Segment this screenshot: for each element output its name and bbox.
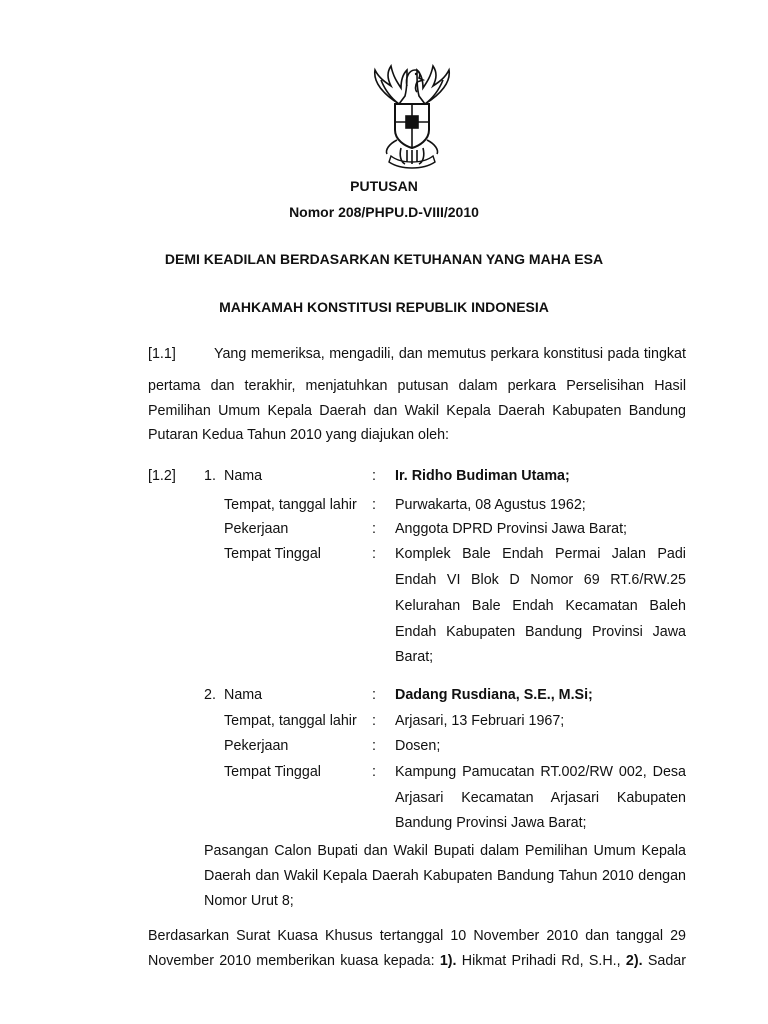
colon: : [372,738,376,754]
address-line: Endah Kabupaten Bandung Provinsi Jawa [395,624,686,640]
birth-value: Arjasari, 13 Februari 1967; [395,713,565,729]
text-run: Sadar [642,953,687,969]
job-label: Pekerjaan [224,738,289,754]
paragraph-line: Berdasarkan Surat Kuasa Khusus tertanggal 10 November 2010 dan tanggal 29 [148,928,686,944]
job-label: Pekerjaan [224,521,289,537]
name-label: Nama [224,468,263,484]
colon: : [372,468,376,484]
home-label: Tempat Tinggal [224,764,321,780]
paragraph-line: Putaran Kedua Tahun 2010 yang diajukan oleh: [148,427,450,443]
colon: : [372,764,376,780]
address-line: Barat; [395,649,434,665]
garuda-emblem [361,64,463,174]
text-run: 2). [625,953,643,969]
address-line: Arjasari Kecamatan Arjasari Kabupaten [395,790,686,806]
paragraph-line: Yang memeriksa, mengadili, dan memutus perkara konstitusi pada tingkat [214,346,686,362]
address-line: Endah VI Blok D Nomor 69 RT.6/RW.25 [395,572,686,588]
job-value: Anggota DPRD Provinsi Jawa Barat; [395,521,628,537]
address-line: Bandung Provinsi Jawa Barat; [395,815,587,831]
invocation: DEMI KEADILAN BERDASARKAN KETUHANAN YANG MAHA ESA [164,251,604,267]
paragraph-number: [1.2] [148,468,176,484]
paragraph-line: Nomor Urut 8; [204,893,294,909]
birth-value: Purwakarta, 08 Agustus 1962; [395,497,586,513]
name-value: Dadang Rusdiana, S.E., M.Si; [395,687,593,703]
colon: : [372,687,376,703]
address-line: Kelurahan Bale Endah Kecamatan Baleh [395,598,686,614]
colon: : [372,521,376,537]
colon: : [372,546,376,562]
paragraph-line [148,953,686,969]
document-number: Nomor 208/PHPU.D-VIII/2010 [289,204,479,220]
text-run: Hikmat Prihadi Rd, S.H., [456,953,626,969]
home-label: Tempat Tinggal [224,546,321,562]
name-label: Nama [224,687,263,703]
paragraph-line: Pasangan Calon Bupati dan Wakil Bupati dalam Pemilihan Umum Kepala [204,843,686,859]
person-index: 1. [204,468,216,484]
document-title: PUTUSAN [350,178,418,194]
birth-label: Tempat, tanggal lahir [224,497,357,513]
birth-label: Tempat, tanggal lahir [224,713,357,729]
text-run: November 2010 memberikan kuasa kepada: [148,953,440,969]
text-run: 1). [439,953,457,969]
name-value: Ir. Ridho Budiman Utama; [395,468,570,484]
address-line: Komplek Bale Endah Permai Jalan Padi [395,546,686,562]
colon: : [372,497,376,513]
paragraph-line: Pemilihan Umum Kepala Daerah dan Wakil Kepala Daerah Kabupaten Bandung [148,403,686,419]
court-name: MAHKAMAH KONSTITUSI REPUBLIK INDONESIA [219,299,549,315]
paragraph-line: Daerah dan Wakil Kepala Daerah Kabupaten Bandung Tahun 2010 dengan [204,868,686,884]
colon: : [372,713,376,729]
address-line: Kampung Pamucatan RT.002/RW 002, Desa [395,764,686,780]
person-index: 2. [204,687,216,703]
paragraph-line: pertama dan terakhir, menjatuhkan putusan dalam perkara Perselisihan Hasil [148,378,686,394]
job-value: Dosen; [395,738,441,754]
paragraph-number: [1.1] [148,346,176,362]
